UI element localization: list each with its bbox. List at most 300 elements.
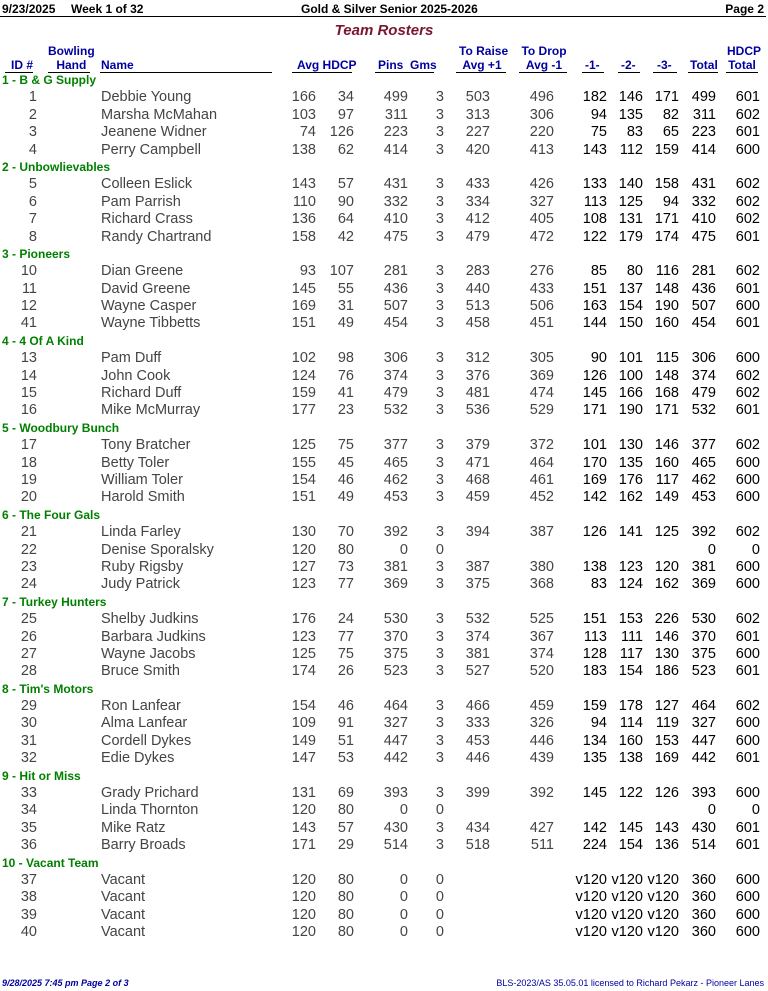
cell-g3: 171 <box>654 89 679 106</box>
cell-id: 13 <box>20 350 37 367</box>
cell-g3: 174 <box>654 228 679 245</box>
cell-pins: 369 <box>383 576 408 593</box>
cell-total: 360 <box>691 889 716 906</box>
cell-id: 12 <box>20 298 37 315</box>
cell-g1: 144 <box>582 315 607 332</box>
table-row <box>0 750 768 767</box>
cell-avg: 171 <box>291 837 316 854</box>
cell-pins: 454 <box>383 315 408 332</box>
cell-drop: 506 <box>529 298 554 315</box>
cell-g1: 75 <box>590 124 607 141</box>
cell-hdcp: 41 <box>337 385 354 402</box>
cell-htotal: 600 <box>735 715 760 732</box>
cell-total: 462 <box>691 471 716 488</box>
cell-gms: 3 <box>435 837 444 854</box>
cell-id: 24 <box>20 576 37 593</box>
cell-name: Debbie Young <box>101 89 192 106</box>
cell-g1: 170 <box>582 454 607 471</box>
cell-pins: 465 <box>383 454 408 471</box>
cell-id: 36 <box>20 837 37 854</box>
cell-avg: 123 <box>291 576 316 593</box>
cell-id: 1 <box>28 89 37 106</box>
cell-id: 15 <box>20 385 37 402</box>
table-row <box>0 176 768 193</box>
cell-raise: 374 <box>465 628 490 645</box>
cell-htotal: 600 <box>735 558 760 575</box>
cell-g3: v120 <box>647 924 679 941</box>
cell-raise: 471 <box>465 454 490 471</box>
cell-htotal: 600 <box>735 785 760 802</box>
cell-total: 381 <box>691 558 716 575</box>
cell-g3: 120 <box>654 558 679 575</box>
cell-gms: 3 <box>435 785 444 802</box>
table-row <box>0 542 768 559</box>
col-game2: -2- <box>621 58 636 72</box>
table-row <box>0 211 768 228</box>
cell-g2: 123 <box>618 558 643 575</box>
cell-id: 19 <box>20 471 37 488</box>
table-row <box>0 402 768 419</box>
cell-g2: 160 <box>618 732 643 749</box>
cell-g1: 113 <box>583 628 607 645</box>
cell-g2: 125 <box>618 193 643 210</box>
cell-pins: 393 <box>383 785 408 802</box>
cell-gms: 3 <box>435 715 444 732</box>
cell-id: 20 <box>20 489 37 506</box>
cell-avg: 120 <box>291 802 316 819</box>
cell-hdcp: 77 <box>337 576 354 593</box>
table-row <box>0 194 768 211</box>
cell-avg: 149 <box>291 732 316 749</box>
cell-total: 523 <box>691 663 716 680</box>
cell-name: Richard Crass <box>101 211 193 228</box>
cell-pins: 447 <box>383 732 408 749</box>
team-heading: 10 - Vacant Team <box>2 855 99 870</box>
cell-g1: 135 <box>582 750 607 767</box>
cell-id: 25 <box>20 611 37 628</box>
header-date: 9/23/2025 <box>2 2 56 16</box>
col-game1: -1- <box>585 58 600 72</box>
cell-htotal: 0 <box>751 802 760 819</box>
cell-pins: 475 <box>383 228 408 245</box>
cell-gms: 3 <box>435 298 444 315</box>
cell-avg: 151 <box>291 315 316 332</box>
cell-g3: 171 <box>654 211 679 228</box>
table-row <box>0 629 768 646</box>
cell-name: Jeanene Widner <box>101 124 207 141</box>
cell-gms: 3 <box>435 141 444 158</box>
cell-avg: 127 <box>291 558 316 575</box>
cell-hdcp: 91 <box>337 715 354 732</box>
cell-raise: 453 <box>465 732 490 749</box>
cell-hdcp: 97 <box>337 106 354 123</box>
cell-g2: 124 <box>618 576 643 593</box>
cell-g2: 112 <box>619 141 643 158</box>
table-row <box>0 524 768 541</box>
cell-name: Alma Lanfear <box>101 715 188 732</box>
cell-htotal: 602 <box>735 698 760 715</box>
table-row <box>0 924 768 941</box>
cell-id: 40 <box>20 924 37 941</box>
cell-raise: 227 <box>465 124 490 141</box>
cell-total: 306 <box>691 350 716 367</box>
cell-g1: 145 <box>582 785 607 802</box>
cell-avg: 174 <box>291 663 316 680</box>
cell-name: Cordell Dykes <box>101 732 192 749</box>
cell-g1: 126 <box>582 524 607 541</box>
cell-name: Perry Campbell <box>101 141 201 158</box>
table-row <box>0 907 768 924</box>
header-league: Gold & Silver Senior 2025-2026 <box>301 2 478 16</box>
cell-htotal: 600 <box>735 471 760 488</box>
cell-pins: 0 <box>399 924 408 941</box>
cell-avg: 143 <box>291 819 316 836</box>
cell-hdcp: 26 <box>337 663 354 680</box>
cell-g3: 146 <box>654 628 679 645</box>
table-row <box>0 298 768 315</box>
cell-gms: 3 <box>435 489 444 506</box>
cell-pins: 0 <box>399 906 408 923</box>
cell-g1: 171 <box>582 402 607 419</box>
cell-id: 31 <box>20 732 37 749</box>
cell-hdcp: 64 <box>337 211 354 228</box>
col-game3: -3- <box>657 58 672 72</box>
cell-htotal: 0 <box>751 541 760 558</box>
cell-total: 327 <box>691 715 716 732</box>
cell-total: 507 <box>691 298 716 315</box>
cell-g3: 119 <box>655 715 679 732</box>
cell-avg: 110 <box>292 193 316 210</box>
cell-hdcp: 69 <box>337 785 354 802</box>
cell-g1: 183 <box>582 663 607 680</box>
cell-drop: 472 <box>529 228 554 245</box>
cell-pins: 453 <box>383 489 408 506</box>
cell-drop: 405 <box>529 211 554 228</box>
cell-htotal: 602 <box>735 611 760 628</box>
cell-id: 35 <box>20 819 37 836</box>
cell-raise: 412 <box>465 211 490 228</box>
cell-drop: 525 <box>529 611 554 628</box>
cell-drop: 413 <box>529 141 554 158</box>
cell-gms: 3 <box>435 471 444 488</box>
cell-gms: 3 <box>435 350 444 367</box>
cell-gms: 3 <box>435 315 444 332</box>
cell-avg: 109 <box>291 715 316 732</box>
table-row <box>0 646 768 663</box>
cell-avg: 120 <box>291 541 316 558</box>
cell-avg: 120 <box>291 871 316 888</box>
cell-g3: v120 <box>647 906 679 923</box>
cell-raise: 394 <box>465 524 490 541</box>
cell-gms: 0 <box>435 924 444 941</box>
cell-name: Judy Patrick <box>101 576 180 593</box>
cell-g3: 190 <box>654 298 679 315</box>
cell-htotal: 600 <box>735 924 760 941</box>
cell-drop: 439 <box>529 750 554 767</box>
cell-hdcp: 42 <box>337 228 354 245</box>
cell-raise: 468 <box>465 471 490 488</box>
cell-g3: 116 <box>655 263 679 280</box>
col-total: Total <box>690 58 718 72</box>
cell-gms: 3 <box>435 732 444 749</box>
cell-gms: 3 <box>435 663 444 680</box>
team-heading: 6 - The Four Gals <box>2 507 101 522</box>
cell-raise: 313 <box>465 106 490 123</box>
cell-g1: 101 <box>582 437 607 454</box>
cell-htotal: 602 <box>735 211 760 228</box>
cell-gms: 3 <box>435 454 444 471</box>
cell-g3: 169 <box>654 750 679 767</box>
cell-g1: 138 <box>582 558 607 575</box>
cell-htotal: 602 <box>735 437 760 454</box>
cell-pins: 0 <box>399 541 408 558</box>
table-row <box>0 229 768 246</box>
cell-g3: v120 <box>647 889 679 906</box>
cell-id: 32 <box>20 750 37 767</box>
cell-drop: 427 <box>529 819 554 836</box>
cell-raise: 399 <box>465 785 490 802</box>
cell-g2: 114 <box>619 715 643 732</box>
cell-id: 7 <box>28 211 37 228</box>
cell-pins: 410 <box>383 211 408 228</box>
table-row <box>0 455 768 472</box>
cell-raise: 333 <box>465 715 490 732</box>
cell-gms: 3 <box>435 280 444 297</box>
cell-drop: 369 <box>529 367 554 384</box>
cell-gms: 3 <box>435 750 444 767</box>
team-heading: 5 - Woodbury Bunch <box>2 420 120 435</box>
cell-pins: 0 <box>399 889 408 906</box>
cell-hdcp: 62 <box>337 141 354 158</box>
cell-g2: 117 <box>619 645 643 662</box>
cell-g2: v120 <box>611 924 643 941</box>
cell-g3: 153 <box>654 732 679 749</box>
cell-raise: 440 <box>465 280 490 297</box>
cell-name: Richard Duff <box>101 385 182 402</box>
cell-hdcp: 49 <box>337 315 354 332</box>
cell-gms: 3 <box>435 437 444 454</box>
cell-g1: 85 <box>590 263 607 280</box>
cell-htotal: 600 <box>735 298 760 315</box>
cell-total: 464 <box>691 698 716 715</box>
table-row <box>0 698 768 715</box>
roster-table <box>0 72 768 942</box>
cell-id: 28 <box>20 663 37 680</box>
cell-id: 10 <box>20 263 37 280</box>
table-row <box>0 89 768 106</box>
cell-id: 5 <box>28 176 37 193</box>
cell-htotal: 602 <box>735 193 760 210</box>
cell-gms: 0 <box>435 541 444 558</box>
cell-drop: 452 <box>529 489 554 506</box>
col-pins-gms: Pins Gms <box>378 58 437 72</box>
table-row <box>0 576 768 593</box>
cell-raise: 513 <box>465 298 490 315</box>
cell-g2: 150 <box>618 315 643 332</box>
cell-hdcp: 80 <box>337 906 354 923</box>
cell-pins: 430 <box>383 819 408 836</box>
cell-htotal: 600 <box>735 732 760 749</box>
cell-raise: 518 <box>465 837 490 854</box>
cell-g3: 149 <box>654 489 679 506</box>
table-row <box>0 142 768 159</box>
cell-id: 2 <box>28 106 37 123</box>
cell-raise: 387 <box>465 558 490 575</box>
cell-htotal: 600 <box>735 454 760 471</box>
cell-total: 393 <box>691 785 716 802</box>
cell-total: 414 <box>691 141 716 158</box>
cell-hdcp: 29 <box>337 837 354 854</box>
cell-name: Vacant <box>101 871 146 888</box>
cell-htotal: 600 <box>735 576 760 593</box>
col-name: Name <box>101 58 134 72</box>
cell-drop: 306 <box>529 106 554 123</box>
cell-pins: 0 <box>399 871 408 888</box>
cell-name: Randy Chartrand <box>101 228 212 245</box>
cell-total: 223 <box>691 124 716 141</box>
cell-avg: 120 <box>291 906 316 923</box>
cell-g2: 153 <box>618 611 643 628</box>
cell-hdcp: 75 <box>337 437 354 454</box>
cell-avg: 102 <box>291 350 316 367</box>
cell-htotal: 600 <box>735 889 760 906</box>
cell-g2: 154 <box>618 837 643 854</box>
cell-g2: 137 <box>618 280 643 297</box>
cell-total: 442 <box>691 750 716 767</box>
cell-id: 8 <box>28 228 37 245</box>
col-avg-hdcp: Avg HDCP <box>297 58 357 72</box>
cell-avg: 103 <box>291 106 316 123</box>
cell-avg: 120 <box>291 889 316 906</box>
cell-name: Vacant <box>101 906 146 923</box>
cell-g3: 115 <box>655 350 679 367</box>
cell-g3: 226 <box>654 611 679 628</box>
cell-gms: 3 <box>435 819 444 836</box>
cell-hdcp: 23 <box>337 402 354 419</box>
cell-total: 374 <box>691 367 716 384</box>
cell-g2: 100 <box>618 367 643 384</box>
cell-name: Denise Sporalsky <box>101 541 214 558</box>
cell-drop: 474 <box>529 385 554 402</box>
table-row <box>0 733 768 750</box>
cell-g1: 94 <box>590 106 607 123</box>
cell-gms: 3 <box>435 176 444 193</box>
cell-name: Mike Ratz <box>101 819 166 836</box>
cell-name: Betty Toler <box>101 454 170 471</box>
cell-gms: 0 <box>435 871 444 888</box>
cell-total: 475 <box>691 228 716 245</box>
cell-total: 454 <box>691 315 716 332</box>
cell-g3: 65 <box>662 124 679 141</box>
cell-g1: v120 <box>575 889 607 906</box>
cell-name: Vacant <box>101 924 146 941</box>
cell-raise: 458 <box>465 315 490 332</box>
cell-pins: 377 <box>383 437 408 454</box>
cell-avg: 124 <box>291 367 316 384</box>
cell-name: Colleen Eslick <box>101 176 193 193</box>
cell-gms: 3 <box>435 698 444 715</box>
cell-id: 39 <box>20 906 37 923</box>
cell-g2: 138 <box>618 750 643 767</box>
table-row <box>0 872 768 889</box>
cell-g2: 146 <box>618 89 643 106</box>
cell-name: Pam Duff <box>101 350 162 367</box>
cell-raise: 532 <box>465 611 490 628</box>
cell-gms: 3 <box>435 106 444 123</box>
cell-g3: 126 <box>654 785 679 802</box>
cell-id: 4 <box>28 141 37 158</box>
cell-pins: 223 <box>383 124 408 141</box>
cell-g1: 143 <box>582 141 607 158</box>
cell-name: Harold Smith <box>101 489 185 506</box>
cell-hdcp: 77 <box>337 628 354 645</box>
cell-avg: 176 <box>291 611 316 628</box>
team-heading: 4 - 4 Of A Kind <box>2 333 84 348</box>
cell-total: 431 <box>691 176 716 193</box>
cell-drop: 496 <box>529 89 554 106</box>
cell-total: 530 <box>691 611 716 628</box>
cell-total: 514 <box>691 837 716 854</box>
cell-name: Ron Lanfear <box>101 698 181 715</box>
cell-raise: 527 <box>465 663 490 680</box>
cell-hdcp: 80 <box>337 924 354 941</box>
cell-avg: 138 <box>291 141 316 158</box>
cell-drop: 327 <box>529 193 554 210</box>
cell-drop: 276 <box>529 263 554 280</box>
cell-id: 33 <box>20 785 37 802</box>
header-week: Week 1 of 32 <box>71 2 144 16</box>
cell-gms: 3 <box>435 193 444 210</box>
cell-g1: 113 <box>583 193 607 210</box>
cell-g2: 80 <box>626 263 643 280</box>
team-heading: 1 - B & G Supply <box>2 73 97 87</box>
cell-name: Pam Parrish <box>101 193 181 210</box>
cell-pins: 414 <box>383 141 408 158</box>
table-row <box>0 437 768 454</box>
cell-htotal: 601 <box>735 228 760 245</box>
table-row <box>0 611 768 628</box>
cell-gms: 3 <box>435 402 444 419</box>
cell-total: 532 <box>691 402 716 419</box>
cell-drop: 451 <box>529 315 554 332</box>
cell-htotal: 601 <box>735 280 760 297</box>
cell-pins: 332 <box>383 193 408 210</box>
cell-name: Dian Greene <box>101 263 184 280</box>
cell-hdcp: 70 <box>337 524 354 541</box>
cell-pins: 479 <box>383 385 408 402</box>
cell-total: 465 <box>691 454 716 471</box>
cell-pins: 381 <box>383 558 408 575</box>
cell-avg: 120 <box>291 924 316 941</box>
cell-raise: 479 <box>465 228 490 245</box>
cell-id: 6 <box>28 193 37 210</box>
cell-drop: 326 <box>529 715 554 732</box>
cell-total: 436 <box>691 280 716 297</box>
cell-hdcp: 24 <box>337 611 354 628</box>
table-row <box>0 350 768 367</box>
cell-g2: 131 <box>618 211 643 228</box>
cell-id: 21 <box>20 524 37 541</box>
cell-total: 0 <box>707 802 716 819</box>
cell-avg: 169 <box>291 298 316 315</box>
cell-name: Wayne Jacobs <box>101 645 196 662</box>
cell-g1: 126 <box>582 367 607 384</box>
cell-total: 360 <box>691 871 716 888</box>
cell-g1: 145 <box>582 385 607 402</box>
table-row <box>0 263 768 280</box>
page-title: Team Rosters <box>334 22 434 39</box>
cell-htotal: 600 <box>735 906 760 923</box>
